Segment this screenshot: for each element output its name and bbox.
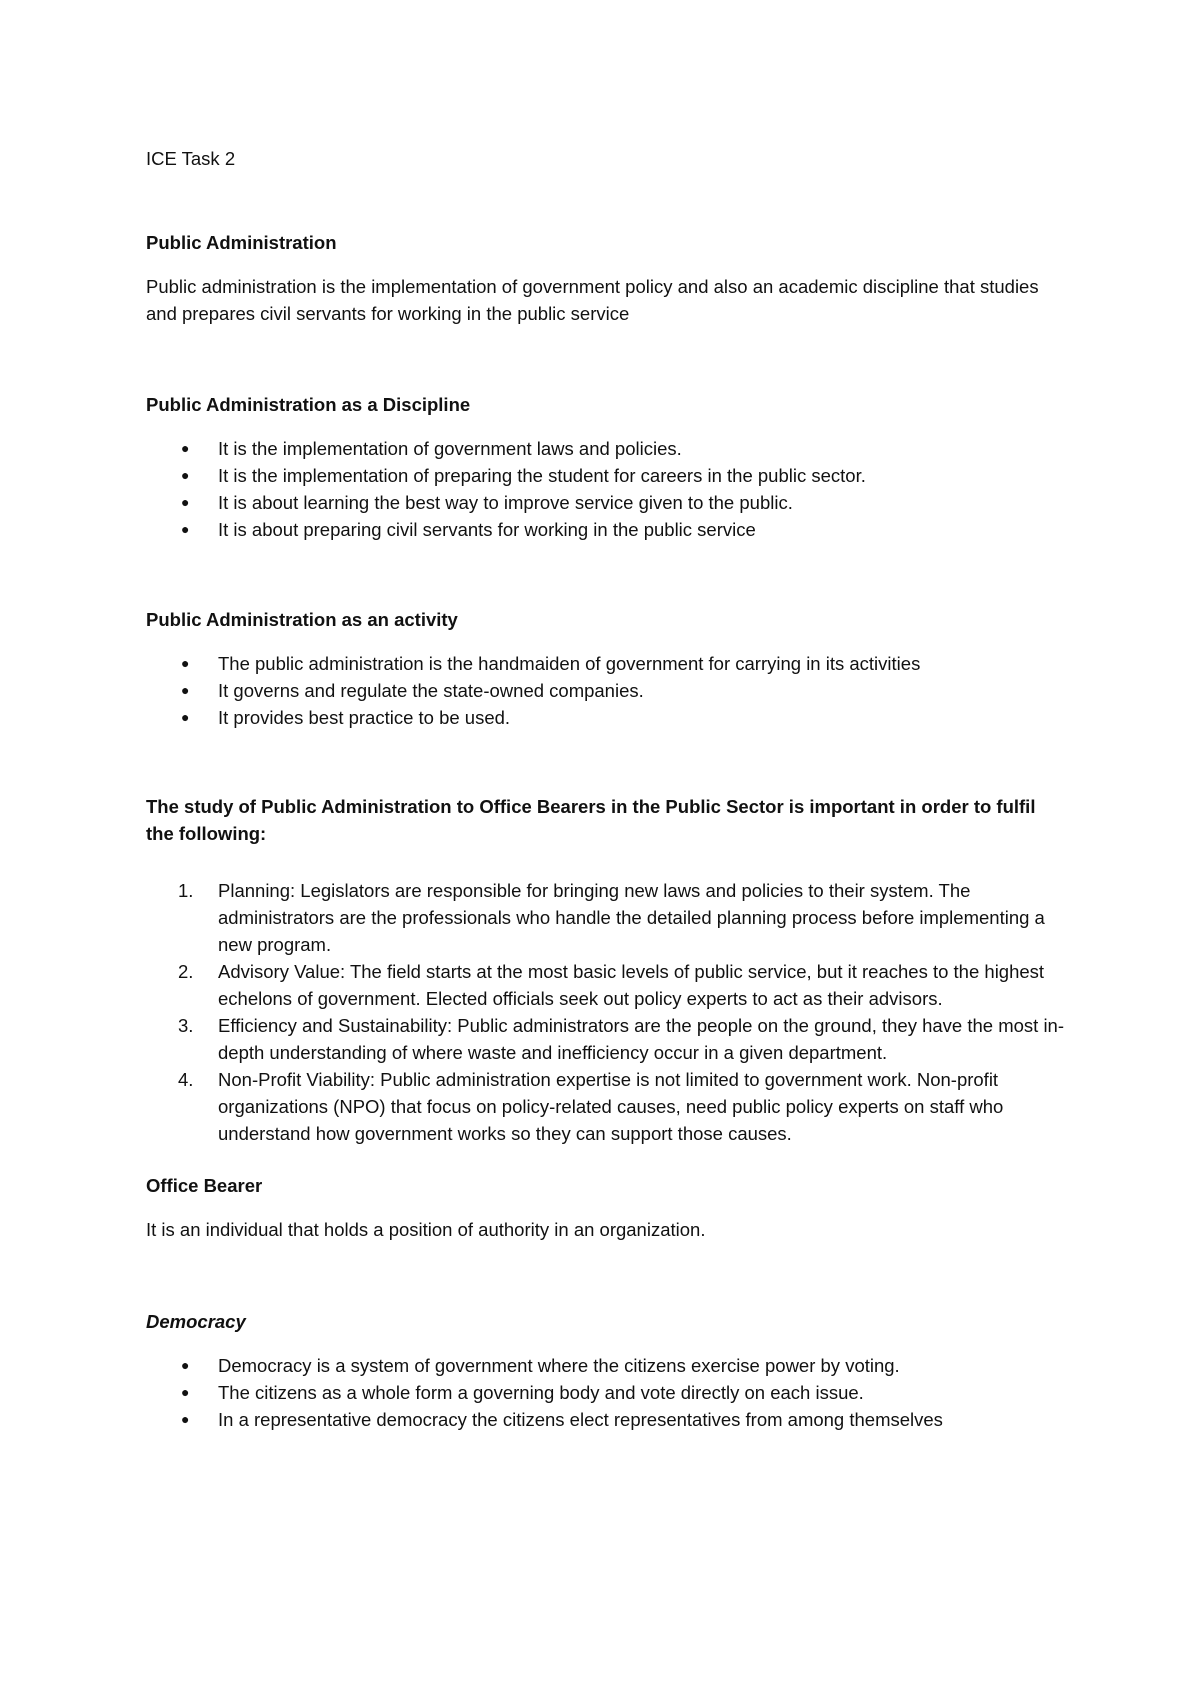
list-item-text: It is about preparing civil servants for working in the public service <box>218 519 756 540</box>
list-item <box>146 677 1066 704</box>
bullet-icon: ● <box>181 655 190 671</box>
list-item <box>146 489 1066 516</box>
section-heading-study: The study of Public Administration to Office Bearers in the Public Sector is important in order to fulfil the following: <box>146 796 1036 844</box>
bullet-icon: ● <box>181 494 190 510</box>
list-item <box>146 877 1066 958</box>
list-item <box>146 1406 1066 1433</box>
list-item-number: 2. <box>178 961 194 982</box>
bullet-icon: ● <box>181 467 190 483</box>
section-heading-public-administration: Public Administration <box>146 232 337 253</box>
office-bearer-paragraph: It is an individual that holds a position of authority in an organization. <box>146 1219 706 1240</box>
definition-paragraph: Public administration is the implementation of government policy and also an academic discipline that studies and prepares civil servants for working in the public service <box>146 276 1039 324</box>
list-item-text: It governs and regulate the state-owned companies. <box>218 680 644 701</box>
bullet-icon: ● <box>181 1411 190 1427</box>
list-item-text: Planning: Legislators are responsible for bringing new laws and policies to their system. The administrators are the professionals who handle the detailed planning process before implementing a new program. <box>218 880 1045 955</box>
list-item-text: It is about learning the best way to improve service given to the public. <box>218 492 793 513</box>
list-item-number: 1. <box>178 880 194 901</box>
bullet-icon: ● <box>181 1357 190 1373</box>
bullet-icon: ● <box>181 1384 190 1400</box>
section-heading-democracy: Democracy <box>146 1311 246 1332</box>
bullet-icon: ● <box>181 682 190 698</box>
activity-bullet-list <box>146 650 1066 731</box>
list-item <box>146 1012 1066 1066</box>
list-item-text: Efficiency and Sustainability: Public administrators are the people on the ground, they have the most in-depth understanding of where waste and inefficiency occur in a given department. <box>218 1015 1065 1063</box>
list-item-text: Non-Profit Viability: Public administration expertise is not limited to government work. Non-profit organizations (NPO) that focus on policy-related causes, need public policy experts on staff who understand how government works so they can support those causes. <box>218 1069 1004 1144</box>
list-item <box>146 1352 1066 1379</box>
list-item-text: Advisory Value: The field starts at the most basic levels of public service, but it reaches to the highest echelons of government. Elected officials seek out policy experts to act as their advisors. <box>218 961 1045 1009</box>
bullet-icon: ● <box>181 521 190 537</box>
section-heading-discipline: Public Administration as a Discipline <box>146 394 471 415</box>
list-item-text: The public administration is the handmaiden of government for carrying in its activities <box>218 653 921 674</box>
list-item <box>146 516 1066 543</box>
discipline-bullet-list <box>146 435 1066 543</box>
democracy-bullet-list <box>146 1352 1066 1433</box>
list-item-number: 3. <box>178 1015 194 1036</box>
list-item-text: Democracy is a system of government where the citizens exercise power by voting. <box>218 1355 900 1376</box>
list-item <box>146 1066 1066 1147</box>
list-item-text: It is the implementation of government laws and policies. <box>218 438 682 459</box>
task-title: ICE Task 2 <box>146 148 236 169</box>
list-item <box>146 704 1066 731</box>
bullet-icon: ● <box>181 440 190 456</box>
list-item-text: It is the implementation of preparing the student for careers in the public sector. <box>218 465 866 486</box>
bullet-icon: ● <box>181 709 190 725</box>
document-body <box>146 145 1066 1433</box>
list-item-text: The citizens as a whole form a governing body and vote directly on each issue. <box>218 1382 864 1403</box>
study-numbered-list <box>146 877 1066 1147</box>
list-item-text: It provides best practice to be used. <box>218 707 511 728</box>
list-item-text: In a representative democracy the citizens elect representatives from among themselves <box>218 1409 943 1430</box>
list-item-number: 4. <box>178 1069 194 1090</box>
list-item <box>146 1379 1066 1406</box>
section-heading-activity: Public Administration as an activity <box>146 609 458 630</box>
list-item <box>146 958 1066 1012</box>
section-heading-office-bearer: Office Bearer <box>146 1175 263 1196</box>
list-item <box>146 650 1066 677</box>
list-item <box>146 462 1066 489</box>
list-item <box>146 435 1066 462</box>
